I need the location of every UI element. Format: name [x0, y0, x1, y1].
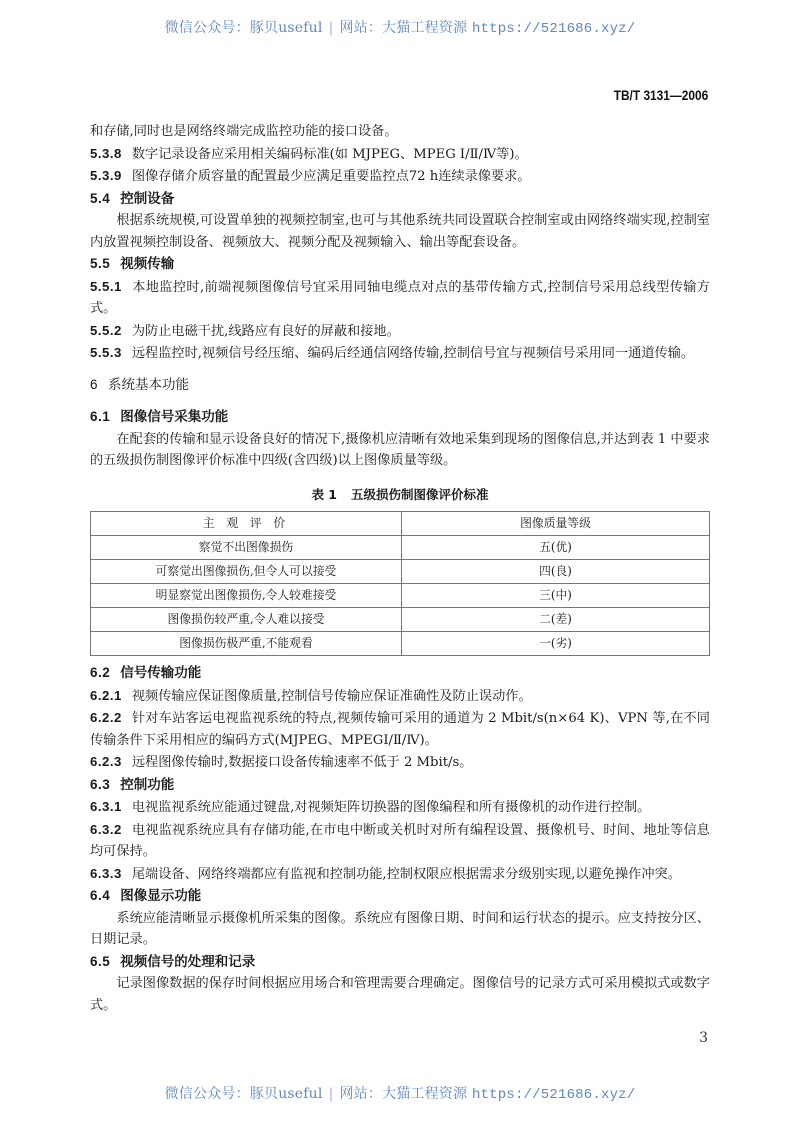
image-grade-table	[90, 511, 710, 656]
clause-number: 5.3.9	[90, 168, 122, 183]
heading-number: 6.2	[90, 665, 111, 680]
clause-6-3-1	[90, 796, 710, 819]
watermark-separator: |	[328, 1086, 334, 1102]
table-caption	[90, 484, 710, 506]
page-number: 3	[699, 1030, 708, 1046]
heading-title: 视频信号的处理和记录	[120, 953, 256, 970]
table-row	[91, 608, 710, 632]
clause-text: 数字记录设备应采用相关编码标准(如 MJPEG、MPEG Ⅰ/Ⅱ/Ⅳ等)。	[131, 146, 528, 162]
heading-title: 控制功能	[120, 776, 175, 793]
clause-6-3-2	[90, 819, 710, 863]
watermark-separator: |	[328, 20, 334, 36]
clause-text: 图像存储介质容量的配置最少应满足重要监控点72 h连续录像要求。	[131, 169, 531, 184]
watermark-url[interactable]: https://521686.xyz/	[471, 1087, 636, 1103]
heading-6-3	[90, 774, 710, 797]
column-header: 主 观 评 价	[91, 512, 402, 536]
watermark-bottom	[0, 1083, 800, 1103]
watermark-wechat: 微信公众号：豚贝useful	[164, 20, 323, 36]
clause-number: 5.3.8	[90, 145, 122, 161]
heading-title: 视频传输	[120, 256, 175, 272]
paragraph-6-4: 系统应能清晰显示摄像机所采集的图像。系统应有图像日期、时间和运行状态的提示。应支持按分区、日期记录。	[90, 910, 710, 947]
heading-number: 6.5	[90, 953, 111, 969]
heading-number: 5.4	[90, 190, 111, 206]
heading-6-4	[90, 885, 710, 908]
heading-title: 系统基本功能	[108, 376, 190, 393]
table-row	[91, 584, 710, 608]
heading-number: 6.1	[90, 409, 111, 424]
clause-number: 6.3.3	[90, 865, 122, 881]
clause-text: 电视监视系统应能通过键盘,对视频矩阵切换器的图像编程和所有摄像机的动作进行控制。	[131, 800, 651, 815]
heading-6-2	[90, 662, 710, 685]
table-row	[91, 632, 710, 656]
clause-5-5-2	[90, 320, 710, 343]
heading-number: 6.4	[90, 888, 111, 903]
table-label: 表 1	[311, 486, 338, 502]
clause-5-3-9	[90, 165, 710, 188]
clause-text: 本地监控时,前端视频图像信号宜采用同轴电缆点对点的基带传输方式,控制信号采用总线型传输方式。	[90, 279, 710, 316]
table-row	[91, 536, 710, 560]
paragraph-6-5: 记录图像数据的保存时间根据应用场合和管理需要合理确定。图像信号的记录方式可采用模拟式或数字式。	[90, 976, 710, 1013]
heading-title: 信号传输功能	[120, 665, 202, 681]
heading-6-1	[90, 406, 710, 429]
paragraph-6-1: 在配套的传输和显示设备良好的情况下,摄像机应清晰有效地采集到现场的图像信息,并达到表 1 中要求的五级损伤制图像评价标准中四级(含四级)以上图像质量等级。	[90, 431, 710, 468]
heading-5-4	[90, 188, 710, 211]
document-body	[90, 121, 710, 1016]
clause-6-2-3	[90, 751, 710, 774]
clause-text: 针对车站客运电视监视系统的特点,视频传输可采用的通道为 2 Mbit/s(n×64 K)、VPN 等,在不同传输条件下采用相应的编码方式(MJPEG、MPEGⅠ/Ⅱ/Ⅳ)。	[90, 711, 710, 748]
table-cell: 察觉不出图像损伤	[91, 536, 402, 560]
clause-5-5-1	[90, 276, 710, 320]
watermark-url[interactable]: https://521686.xyz/	[471, 21, 636, 37]
clause-text: 远程图像传输时,数据接口设备传输速率不低于 2 Mbit/s。	[131, 755, 473, 770]
heading-title: 图像信号采集功能	[120, 409, 229, 425]
clause-text: 为防止电磁干扰,线路应有良好的屏蔽和接地。	[131, 323, 400, 339]
paragraph-5-4: 根据系统规模,可设置单独的视频控制室,也可与其他系统共同设置联合控制室或由网络终端实现,控制室内放置视频控制设备、视频放大、视频分配及视频输入、输出等配套设备。	[90, 213, 710, 250]
heading-number: 5.5	[90, 256, 111, 271]
clause-number: 5.5.3	[90, 345, 122, 360]
clause-text: 远程监控时,视频信号经压缩、编码后经通信网络传输,控制信号宜与视频信号采用同一通道传输。	[131, 346, 695, 361]
watermark-wechat: 微信公众号：豚贝useful	[164, 1086, 323, 1102]
table-title: 五级损伤制图像评价标准	[351, 486, 489, 502]
clause-number: 6.3.1	[90, 799, 122, 814]
clause-6-3-3	[90, 863, 710, 886]
table-cell: 一(劣)	[402, 632, 710, 656]
table-cell: 图像损伤较严重,令人难以接受	[91, 608, 402, 632]
table-cell: 图像损伤极严重,不能观看	[91, 632, 402, 656]
clause-number: 5.5.2	[90, 322, 122, 338]
heading-5-5	[90, 253, 710, 276]
watermark-site: 网站：大猫工程资源	[339, 1086, 468, 1102]
clause-number: 6.2.2	[90, 710, 122, 725]
clause-text: 电视监视系统应具有存储功能,在市电中断或关机时对所有编程设置、摄像机号、时间、地址等信息均可保持。	[90, 822, 710, 859]
table-cell: 四(良)	[402, 560, 710, 584]
heading-title: 控制设备	[120, 190, 175, 207]
standard-code: TB/T 3131—2006	[613, 87, 708, 103]
heading-number: 6	[90, 376, 99, 392]
table-cell: 明显察觉出图像损伤,令人较难接受	[91, 584, 402, 608]
heading-number: 6.3	[90, 776, 111, 792]
table-cell: 二(差)	[402, 608, 710, 632]
watermark-top	[0, 17, 800, 37]
table-row	[91, 560, 710, 584]
clause-5-3-8	[90, 143, 710, 166]
clause-6-2-2	[90, 707, 710, 751]
heading-6-5	[90, 951, 710, 974]
clause-text: 视频传输应保证图像质量,控制信号传输应保证准确性及防止误动作。	[131, 688, 532, 704]
clause-number: 5.5.1	[90, 278, 122, 294]
clause-text: 尾端设备、网络终端都应有监视和控制功能,控制权限应根据需求分级别实现,以避免操作冲突。	[131, 866, 681, 882]
heading-6	[90, 374, 710, 397]
watermark-site: 网站：大猫工程资源	[339, 20, 468, 36]
table-cell: 三(中)	[402, 584, 710, 608]
clause-number: 6.2.3	[90, 754, 122, 769]
table-cell: 五(优)	[402, 536, 710, 560]
table-header-row	[91, 512, 710, 536]
heading-title: 图像显示功能	[120, 888, 202, 904]
table-cell: 可察觉出图像损伤,但令人可以接受	[91, 560, 402, 584]
clause-number: 6.2.1	[90, 687, 122, 703]
continuation-text: 和存储,同时也是网络终端完成监控功能的接口设备。	[90, 124, 398, 139]
clause-number: 6.3.2	[90, 821, 122, 837]
column-header: 图像质量等级	[402, 512, 710, 536]
clause-6-2-1	[90, 685, 710, 708]
clause-5-5-3	[90, 342, 710, 365]
